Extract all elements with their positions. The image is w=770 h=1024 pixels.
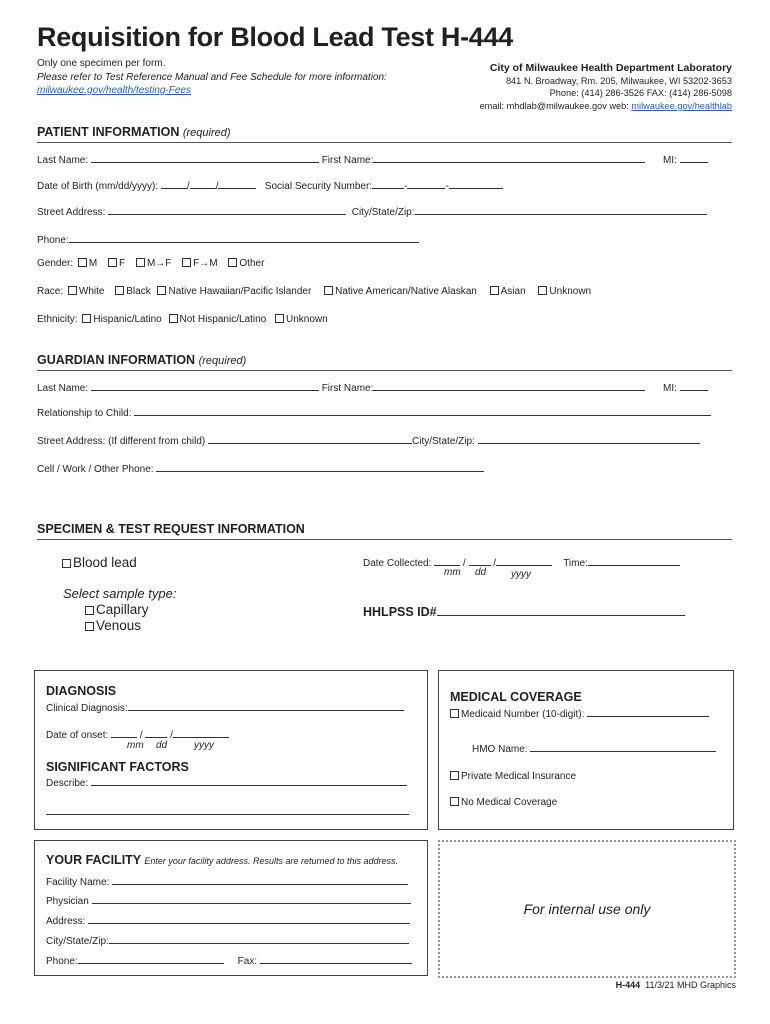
patient-mi-field[interactable] <box>680 153 708 163</box>
medical-coverage-heading: MEDICAL COVERAGE <box>450 690 582 704</box>
patient-ethnicity-row: Ethnicity: Hispanic/Latino Not Hispanic/Latino Unknown <box>37 314 328 325</box>
patient-dob-row: Date of Birth (mm/dd/yyyy): / / Social Security Number: - - <box>37 179 503 192</box>
patient-phone-row: Phone: <box>37 233 419 246</box>
physician-field[interactable] <box>92 894 411 904</box>
facility-phone-row: Phone: Fax: <box>46 954 412 967</box>
facility-phone-field[interactable] <box>78 954 224 964</box>
checkbox-icon <box>82 314 91 323</box>
collected-dd-field[interactable] <box>469 556 491 566</box>
facility-name-field[interactable] <box>112 875 408 885</box>
describe-extra-line[interactable] <box>46 814 409 815</box>
date-collected-row: Date Collected: / / Time: <box>363 556 680 569</box>
facility-city-field[interactable] <box>109 934 409 944</box>
specimen-note: Only one specimen per form. <box>37 58 166 69</box>
checkbox-icon <box>538 286 547 295</box>
footer <box>616 980 736 990</box>
checkbox-icon <box>85 606 94 615</box>
checkbox-icon <box>157 286 166 295</box>
race-option-asian[interactable]: Asian <box>490 286 526 297</box>
hmo-name-field[interactable] <box>530 742 716 752</box>
ethnicity-option-hispanic[interactable]: Hispanic/Latino <box>82 314 161 325</box>
capillary-option[interactable]: Capillary <box>85 602 149 617</box>
onset-mm-hint: mm <box>127 740 144 751</box>
ssn-part1-field[interactable] <box>372 179 404 189</box>
lab-phone: Phone: (414) 286-3526 FAX: (414) 286-5098 <box>549 88 732 98</box>
ssn-part3-field[interactable] <box>449 179 503 189</box>
checkbox-icon <box>490 286 499 295</box>
onset-dd-field[interactable] <box>145 728 167 738</box>
guardian-section-heading: GUARDIAN INFORMATION (required) <box>37 353 247 367</box>
lab-web-link[interactable]: milwaukee.gov/healthlab <box>631 100 732 111</box>
facility-address-row: Address: <box>46 914 410 927</box>
collected-mm-field[interactable] <box>434 556 460 566</box>
collected-yyyy-field[interactable] <box>496 556 552 566</box>
patient-first-name-field[interactable] <box>373 153 645 163</box>
facility-city-row: City/State/Zip: <box>46 934 409 947</box>
lab-email: email: mhdlab@milwaukee.gov web: <box>479 100 632 111</box>
facility-heading: YOUR FACILITY Enter your facility address. Results are returned to this address. <box>46 853 399 867</box>
dob-yyyy-field[interactable] <box>218 179 256 189</box>
diagnosis-heading: DIAGNOSIS <box>46 684 117 698</box>
race-option-native-american[interactable]: Native American/Native Alaskan <box>324 286 477 297</box>
no-coverage-option[interactable]: No Medical Coverage <box>450 797 557 808</box>
checkbox-icon <box>136 258 145 267</box>
blood-lead-option[interactable]: Blood lead <box>62 555 137 570</box>
hhlpss-row: HHLPSS ID# <box>363 604 685 619</box>
patient-race-row: Race: White Black Native Hawaiian/Pacific Islander Native American/Native Alaskan Asian Unknown <box>37 286 592 297</box>
patient-mi: MI: <box>663 153 708 166</box>
specimen-section-divider <box>37 539 732 540</box>
checkbox-icon <box>85 622 94 631</box>
lab-info <box>480 62 732 112</box>
patient-street-field[interactable] <box>108 205 346 215</box>
guardian-address-row: Street Address: (If different from child) City/State/Zip: <box>37 434 700 447</box>
lab-address: 841 N. Broadway, Rm. 205, Milwaukee, WI 53202-3653 <box>505 75 732 86</box>
guardian-phone-row: Cell / Work / Other Phone: <box>37 462 484 475</box>
guardian-relationship-field[interactable] <box>134 406 711 416</box>
facility-fax-field[interactable] <box>260 954 412 964</box>
patient-last-name-field[interactable] <box>91 153 319 163</box>
collected-time-field[interactable] <box>588 556 680 566</box>
ethnicity-option-not-hispanic[interactable]: Not Hispanic/Latino <box>169 314 267 325</box>
physician-row: Physician <box>46 894 411 907</box>
checkbox-icon <box>450 771 459 780</box>
ssn-part2-field[interactable] <box>407 179 445 189</box>
patient-city-field[interactable] <box>415 205 707 215</box>
guardian-street-field[interactable] <box>208 434 412 444</box>
patient-name-row: Last Name: First Name: <box>37 153 645 166</box>
private-insurance-option[interactable]: Private Medical Insurance <box>450 771 576 782</box>
gender-option-m[interactable]: M <box>78 258 97 269</box>
onset-yyyy-field[interactable] <box>173 728 229 738</box>
onset-mm-field[interactable] <box>111 728 137 738</box>
medicaid-number-field[interactable] <box>587 707 709 717</box>
checkbox-icon <box>62 559 71 568</box>
checkbox-icon <box>169 314 178 323</box>
describe-field[interactable] <box>91 776 407 786</box>
guardian-mi: MI: <box>663 381 708 394</box>
race-option-unknown[interactable]: Unknown <box>538 286 591 297</box>
checkbox-icon <box>78 258 87 267</box>
checkbox-icon <box>450 709 459 718</box>
significant-factors-heading: SIGNIFICANT FACTORS <box>46 760 189 774</box>
guardian-section-divider <box>37 370 732 371</box>
guardian-last-name-field[interactable] <box>91 381 319 391</box>
footer-revision: 11/3/21 MHD Graphics <box>645 980 736 990</box>
fees-link[interactable]: milwaukee.gov/health/testing-Fees <box>37 85 191 96</box>
checkbox-icon <box>182 258 191 267</box>
checkbox-icon <box>115 286 124 295</box>
guardian-city-field[interactable] <box>478 434 700 444</box>
gender-option-m-to-f[interactable]: M→F <box>136 258 171 269</box>
patient-address-row: Street Address: City/State/Zip: <box>37 205 707 218</box>
checkbox-icon <box>450 797 459 806</box>
facility-name-row: Facility Name: <box>46 875 408 888</box>
checkbox-icon <box>275 314 284 323</box>
sample-type-label: Select sample type: <box>63 586 177 601</box>
collected-dd-hint: dd <box>475 567 487 578</box>
race-option-black[interactable]: Black <box>115 286 150 297</box>
collected-mm-hint: mm <box>444 567 461 578</box>
checkbox-icon <box>108 258 117 267</box>
gender-option-f-to-m[interactable]: F→M <box>182 258 217 269</box>
patient-gender-row: Gender: M F M→F F→M Other <box>37 258 265 269</box>
ethnicity-option-unknown[interactable]: Unknown <box>275 314 328 325</box>
hhlpss-id-field[interactable] <box>437 604 685 616</box>
internal-use-label: For internal use only <box>523 901 651 917</box>
guardian-first-name-field[interactable] <box>373 381 645 391</box>
onset-date-row: Date of onset: / / <box>46 728 229 741</box>
form-title: Requisition for Blood Lead Test H-444 <box>37 22 513 52</box>
onset-dd-hint: dd <box>156 740 168 751</box>
guardian-phone-field[interactable] <box>156 462 484 472</box>
describe-row: Describe: <box>46 776 407 789</box>
dob-dd-field[interactable] <box>190 179 216 189</box>
gender-option-other[interactable]: Other <box>228 258 264 269</box>
footer-form-id: H-444 <box>615 980 641 990</box>
facility-address-field[interactable] <box>88 914 410 924</box>
guardian-relationship-row: Relationship to Child: <box>37 406 711 419</box>
collected-yyyy-hint: yyyy <box>511 569 531 580</box>
patient-section-heading: PATIENT INFORMATION (required) <box>37 125 231 139</box>
hmo-row: HMO Name: <box>472 742 716 755</box>
clinical-diagnosis-field[interactable] <box>128 701 404 711</box>
gender-option-f[interactable]: F <box>108 258 125 269</box>
patient-phone-field[interactable] <box>69 233 419 243</box>
patient-section-divider <box>37 142 732 143</box>
medicaid-row[interactable]: Medicaid Number (10-digit): <box>450 707 709 720</box>
lab-name: City of Milwaukee Health Department Laboratory <box>489 62 732 74</box>
checkbox-icon <box>324 286 333 295</box>
onset-yyyy-hint: yyyy <box>194 740 214 751</box>
checkbox-icon <box>228 258 237 267</box>
checkbox-icon <box>68 286 77 295</box>
dob-mm-field[interactable] <box>161 179 187 189</box>
reference-note: Please refer to Test Reference Manual and Fee Schedule for more information: <box>37 72 387 83</box>
guardian-mi-field[interactable] <box>680 381 708 391</box>
specimen-section-heading: SPECIMEN & TEST REQUEST INFORMATION <box>37 522 305 536</box>
clinical-diagnosis-row: Clinical Diagnosis: <box>46 701 404 714</box>
guardian-name-row: Last Name: First Name: <box>37 381 645 394</box>
venous-option[interactable]: Venous <box>85 618 141 633</box>
race-option-hawaiian[interactable]: Native Hawaiian/Pacific Islander <box>157 286 311 297</box>
race-option-white[interactable]: White <box>68 286 105 297</box>
